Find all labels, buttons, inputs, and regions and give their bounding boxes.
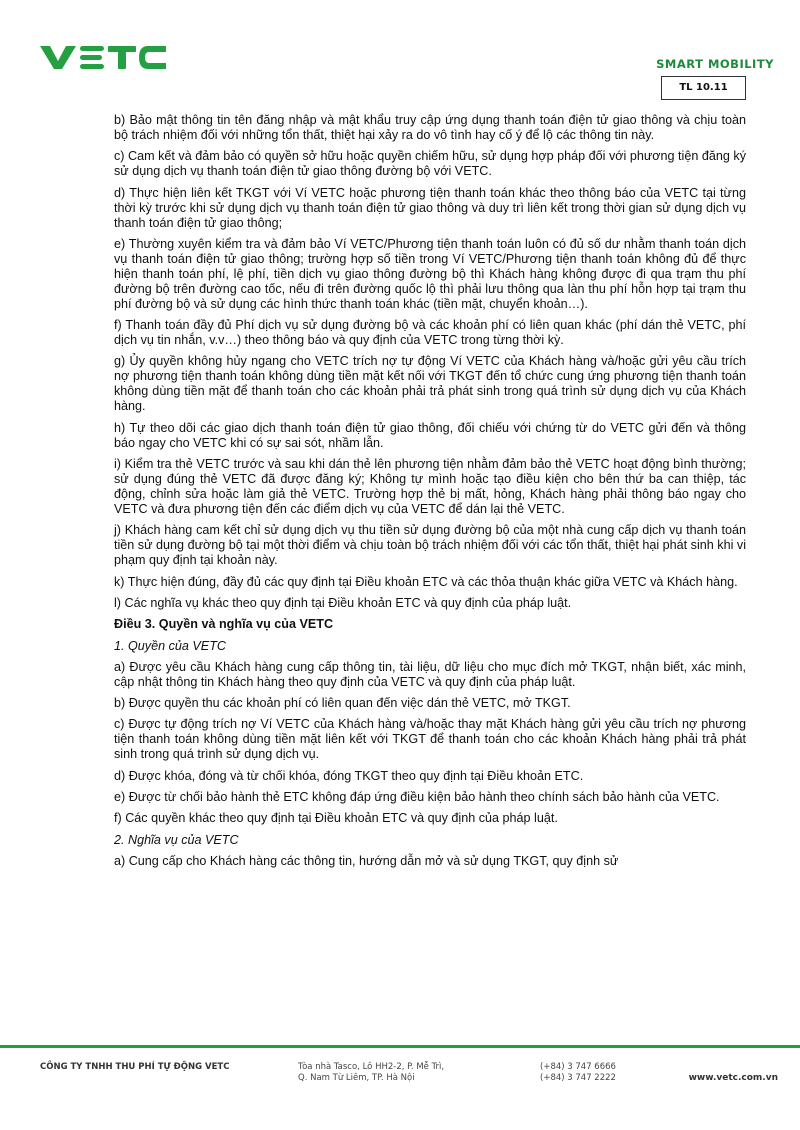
clause-paragraph: b) Được quyền thu các khoản phí có liên quan đến việc dán thẻ VETC, mở TKGT. (114, 696, 571, 711)
clause-paragraph: c) Được tự động trích nợ Ví VETC của Khách hàng và/hoặc thay mặt Khách hàng gửi yêu cầu trích nợ phương tiện thanh toán không dùng tiền mặt liên kết với TKGT để thanh toán cho các khoản Khách hàng phải trả phát sinh trong quá trình sử dụng dịch vụ. (114, 717, 746, 762)
clause-paragraph: d) Thực hiện liên kết TKGT với Ví VETC hoặc phương tiện thanh toán khác theo thông báo của VETC tại từng thời kỳ trước khi sử dụng dịch vụ thanh toán điện tử giao thông và duy trì liên kết trong thời gian sử dụng dịch vụ thanh toán điện tử giao thông; (114, 185, 746, 230)
clause-paragraph: k) Thực hiện đúng, đầy đủ các quy định tại Điều khoản ETC và các thỏa thuận khác giữa VETC và Khách hàng. (114, 574, 738, 589)
clause-paragraph: a) Được yêu cầu Khách hàng cung cấp thông tin, tài liệu, dữ liệu cho mục đích mở TKGT, nhận biết, xác minh, cập nhật thông tin Khách hàng theo quy định của VETC và quy định của pháp luật. (114, 659, 746, 689)
clause-paragraph: f) Các quyền khác theo quy định tại Điều khoản ETC và quy định của pháp luật. (114, 811, 558, 826)
clause-paragraph: b) Bảo mật thông tin tên đăng nhập và mật khẩu truy cập ứng dụng thanh toán điện tử giao thông và chịu toàn bộ trách nhiệm đối với những tổn thất, thiệt hại xảy ra do vô tình hay cố ý để lộ các thông tin này. (114, 113, 746, 142)
section-subheading: 1. Quyền của VETC (114, 638, 226, 653)
footer-website[interactable]: www.vetc.com.vn (688, 1073, 778, 1083)
clause-paragraph: l) Các nghĩa vụ khác theo quy định tại Điều khoản ETC và quy định của pháp luật. (114, 595, 572, 610)
document-code: TL 10.11 (661, 76, 746, 100)
footer-divider (0, 1045, 800, 1048)
clause-paragraph: e) Thường xuyên kiểm tra và đảm bảo Ví VETC/Phương tiện thanh toán luôn có đủ số dư nhằm thanh toán dịch vụ thanh toán điện tử giao thông; trường hợp số tiền trong Ví VETC/Phương tiện thanh toán không đủ để thực hiện thanh toán phí, lệ phí, tiền dịch vụ giao thông đường bộ thì Khách hàng không được đi qua trạm thu phí đường bộ trên đường cao tốc, nếu đi trên đường quốc lộ thì phải lưu thông qua làn thu phí hỗn hợp tại trạm thu phí đường bộ và sử dụng các hình thức thanh toán khác (tiền mặt, chuyển khoản…). (114, 236, 746, 311)
clause-paragraph: i) Kiểm tra thẻ VETC trước và sau khi dán thẻ lên phương tiện nhằm đảm bảo thẻ VETC hoạt động bình thường; sử dụng đúng thẻ VETC đã được đăng ký; Không tự mình hoặc tạo điều kiện cho bên thứ ba can thiệp, tác động, chỉnh sửa hoặc làm giả thẻ VETC. Trường hợp thẻ bị mất, hỏng, Khách hàng phải thông báo ngay cho VETC và đưa phương tiện đến các điểm dịch vụ của VETC để dán lại thẻ VETC. (114, 457, 746, 517)
clause-paragraph: e) Được từ chối bảo hành thẻ ETC không đáp ứng điều kiện bảo hành theo chính sách bảo hành của VETC. (114, 790, 720, 805)
footer-phone (540, 1062, 616, 1084)
clause-paragraph: c) Cam kết và đảm bảo có quyền sở hữu hoặc quyền chiếm hữu, sử dụng hợp pháp đối với phương tiện đăng ký sử dụng dịch vụ thanh toán điện tử giao thông đường bộ với VETC. (114, 149, 746, 179)
footer-address (298, 1062, 444, 1084)
footer-phone-line: (+84) 3 747 6666 (540, 1062, 616, 1072)
clause-paragraph: f) Thanh toán đầy đủ Phí dịch vụ sử dụng đường bộ và các khoản phí có liên quan khác (phí dán thẻ VETC, phí dịch vụ tin nhắn, v.v…) theo thông báo và quy định của VETC trong từng thời kỳ. (114, 318, 746, 348)
clause-paragraph: d) Được khóa, đóng và từ chối khóa, đóng TKGT theo quy định tại Điều khoản ETC. (114, 768, 584, 783)
vetc-logo-icon (38, 42, 168, 72)
footer-company: CÔNG TY TNHH THU PHÍ TỰ ĐỘNG VETC (40, 1062, 230, 1072)
clause-paragraph: j) Khách hàng cam kết chỉ sử dụng dịch vụ thu tiền sử dụng đường bộ của một nhà cung cấp dịch vụ thanh toán tiền sử dụng đường bộ tại một thời điểm và chịu toàn bộ trách nhiệm đối với các tổn thất, thiệt hại phát sinh khi vi phạm quy định tại khoản này. (114, 523, 746, 568)
document-body (114, 113, 746, 875)
clause-paragraph: g) Ủy quyền không hủy ngang cho VETC trích nợ tự động Ví VETC của Khách hàng và/hoặc gửi yêu cầu trích nợ phương tiện thanh toán không dùng tiền mặt kết nối với TKGT đến tổ chức cung ứng phương tiện thanh toán không dùng tiền mặt để thanh toán cho các khoản phải trả phát sinh trong quá trình sử dụng dịch vụ của Khách hàng. (114, 354, 746, 414)
footer-phone-line: (+84) 3 747 2222 (540, 1073, 616, 1083)
footer-address-line: Tòa nhà Tasco, Lô HH2-2, P. Mễ Trì, (298, 1062, 445, 1072)
section-subheading: 2. Nghĩa vụ của VETC (114, 832, 239, 847)
clause-paragraph: a) Cung cấp cho Khách hàng các thông tin, hướng dẫn mở và sử dụng TKGT, quy định sử (114, 853, 619, 868)
vetc-logo (38, 42, 168, 72)
clause-paragraph: h) Tự theo dõi các giao dịch thanh toán điện tử giao thông, đối chiếu với chứng từ do VETC gửi đến và thông báo ngay cho VETC khi có sự sai sót, nhầm lẫn. (114, 420, 746, 450)
footer-address-line: Q. Nam Từ Liêm, TP. Hà Nội (298, 1073, 415, 1083)
article-heading: Điều 3. Quyền và nghĩa vụ của VETC (114, 617, 334, 632)
brand-tagline: SMART MOBILITY (656, 57, 774, 71)
